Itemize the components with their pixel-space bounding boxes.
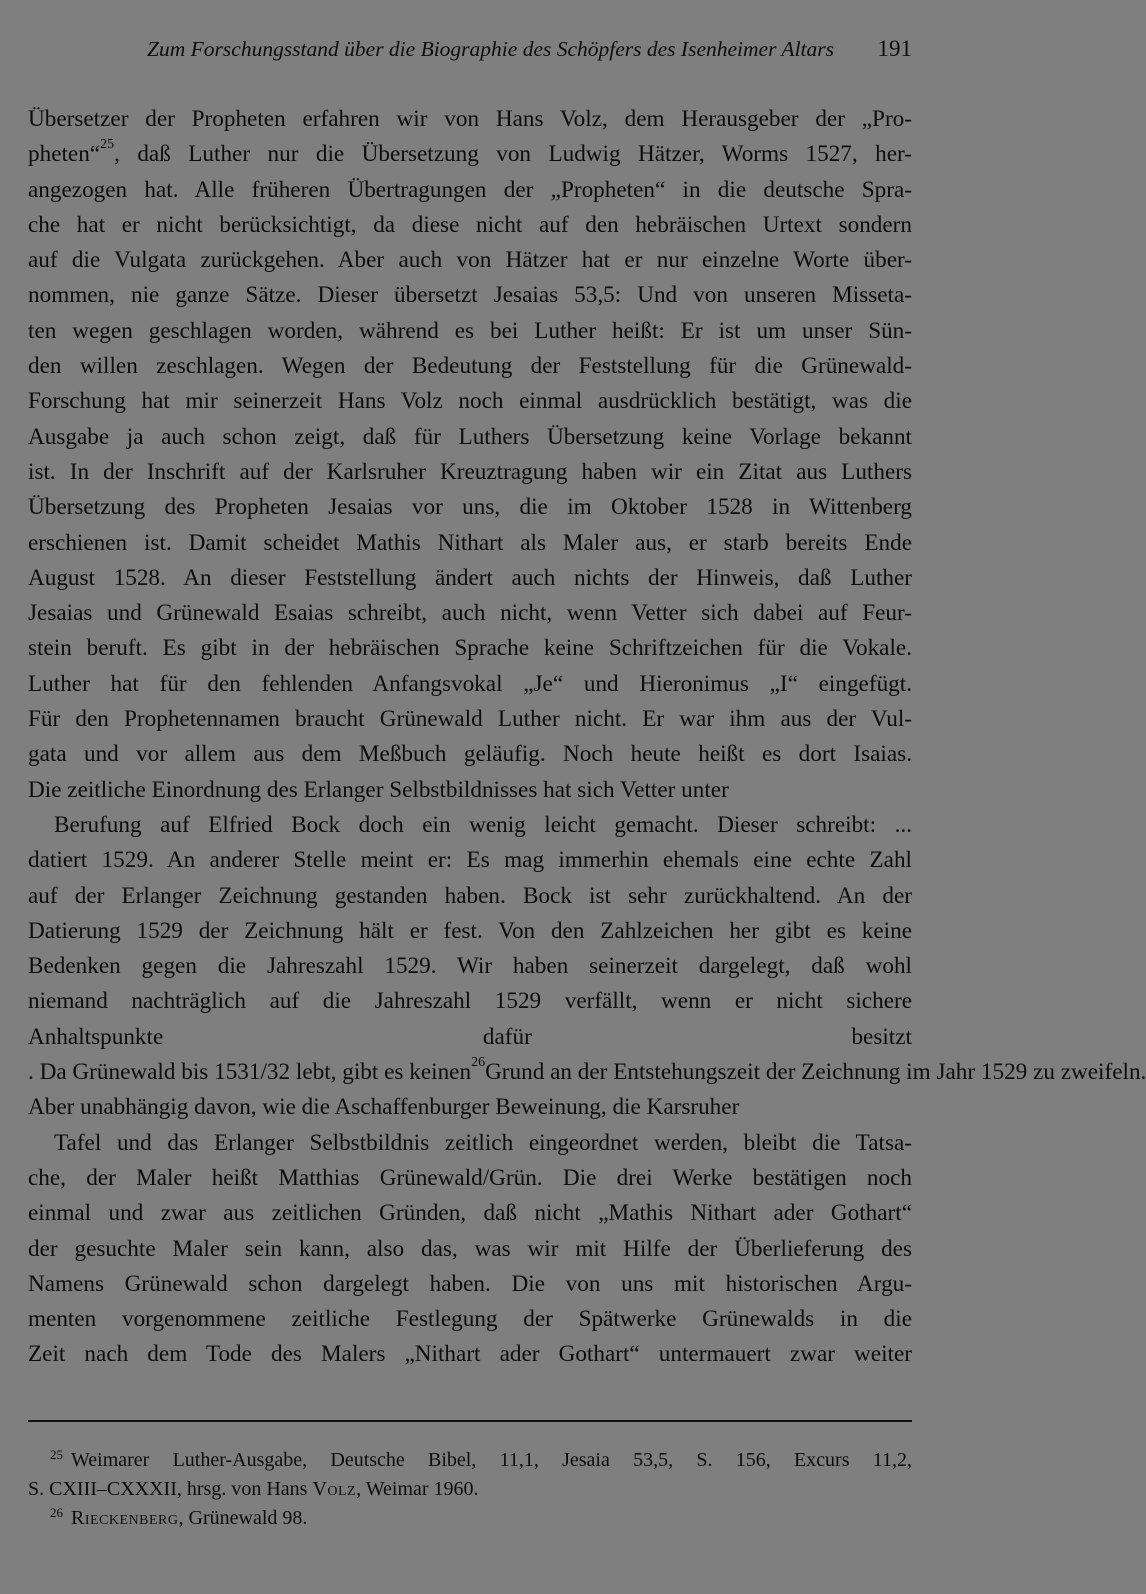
author-name: Volz bbox=[312, 1478, 357, 1500]
footnote-26 bbox=[28, 1504, 912, 1533]
text-line: che, der Maler heißt Matthias Grünewald/Grün. Die drei Werke bestätigen noch bbox=[28, 1164, 912, 1191]
text-line: Bedenken gegen die Jahreszahl 1529. Wir haben seinerzeit dargelegt, daß wohl bbox=[28, 953, 912, 980]
text-line: Übersetzer der Propheten erfahren wir von Hans Volz, dem Herausgeber der „Pro- bbox=[28, 106, 912, 132]
paragraph-start: Tafel und das Erlanger Selbstbildnis zeitlich eingeordnet werden, bleibt die Tatsa- bbox=[54, 1129, 912, 1156]
text-line: ten wegen geschlagen worden, während es bei Luther heißt: Er ist um unser Sün- bbox=[28, 317, 912, 344]
text-line: Luther hat für den fehlenden Anfangsvokal „Je“ und Hieronimus „I“ eingefügt. bbox=[28, 670, 912, 697]
text-line: der gesuchte Maler sein kann, also das, was wir mit Hilfe der Überlieferung des bbox=[28, 1235, 912, 1262]
footnote-divider bbox=[28, 1420, 912, 1422]
text-line: auf die Vulgata zurückgehen. Aber auch von Hätzer hat er nur einzelne Worte über- bbox=[28, 247, 912, 274]
text-line: einmal und zwar aus zeitlichen Gründen, daß nicht „Mathis Nithart ader Gothart“ bbox=[28, 1200, 912, 1227]
footnote-mark: 26 bbox=[50, 1505, 63, 1520]
running-header bbox=[28, 32, 912, 66]
footnote-text: Weimarer Luther-Ausgabe, Deutsche Bibel, 11,1, Jesaia 53,5, S. 156, Excurs 11,2, bbox=[71, 1449, 912, 1471]
text-line bbox=[28, 1373, 912, 1408]
text-line: auf der Erlanger Zeichnung gestanden haben. Bock ist sehr zurückhaltend. An der bbox=[28, 882, 912, 909]
text-line: Für den Prophetennamen braucht Grünewald Luther nicht. Er war ihm aus der Vul- bbox=[28, 706, 912, 733]
text-line: stein beruft. Es gibt in der hebräischen Sprache keine Schriftzeichen für die Vokale. bbox=[28, 635, 912, 662]
text-line: Namens Grünewald schon dargelegt haben. Die von uns mit historischen Argu- bbox=[28, 1270, 912, 1297]
text-line: gata und vor allem aus dem Meßbuch geläufig. Noch heute heißt es dort Isaias. bbox=[28, 741, 912, 768]
text-line: che hat er nicht berücksichtigt, da diese nicht auf den hebräischen Urtext sondern bbox=[28, 211, 912, 238]
page-number: 191 bbox=[877, 36, 912, 61]
author-name: Rieckenberg bbox=[71, 1507, 179, 1529]
text-line: niemand nachträglich auf die Jahreszahl 1529 verfällt, wenn er nicht sichere bbox=[28, 988, 912, 1015]
text-line: Anhaltspunkte dafür besitzt bbox=[28, 1023, 912, 1050]
text-line: Jesaias und Grünewald Esaias schreibt, auch nicht, wenn Vetter sich dabei auf Feur- bbox=[28, 600, 912, 627]
text-line: erschienen ist. Damit scheidet Mathis Nithart als Maler aus, er starb bereits Ende bbox=[28, 529, 912, 556]
footnote-mark: 25 bbox=[50, 1447, 63, 1462]
text-line: Ausgabe ja auch schon zeigt, daß für Luthers Übersetzung keine Vorlage bekannt bbox=[28, 423, 912, 450]
footnotes bbox=[28, 1446, 912, 1533]
text-line: Die zeitliche Einordnung des Erlanger Selbstbildnisses hat sich Vetter unter bbox=[28, 776, 729, 803]
text-line: Datierung 1529 der Zeichnung hält er fest. Von den Zahlzeichen her gibt es keine bbox=[28, 917, 912, 944]
text-line: Aber unabhängig davon, wie die Aschaffenburger Beweinung, die Karsruher bbox=[28, 1094, 740, 1121]
paragraph-start: Berufung auf Elfried Bock doch ein wenig leicht gemacht. Dieser schreibt: ... bbox=[54, 811, 912, 838]
text-line: nommen, nie ganze Sätze. Dieser übersetzt Jesaias 53,5: Und von unseren Misseta- bbox=[28, 282, 912, 309]
footnote-25-cont: S. CXIII–CXXXII, hrsg. von Hans Volz, Weimar 1960. bbox=[28, 1478, 479, 1500]
text-line: . Da Grünewald bis 1531/32 lebt, gibt es keinen$^{26}$Grund an der Entstehungszeit der Zeichnung im Jahr 1529 zu zweifeln. bbox=[28, 1055, 1146, 1086]
text-line: pheten“$^{25}$, daß Luther nur die Übersetzung von Ludwig Hätzer, Worms 1527, her- bbox=[28, 137, 912, 168]
footnote-25 bbox=[28, 1446, 912, 1475]
footnote-ref-25: 25 bbox=[100, 137, 115, 153]
running-title: Zum Forschungsstand über die Biographie des Schöpfers des Isenheimer Altars bbox=[147, 37, 834, 61]
text-line: den willen zeschlagen. Wegen der Bedeutung der Feststellung für die Grünewald- bbox=[28, 353, 912, 380]
text-line: angezogen hat. Alle früheren Übertragungen der „Propheten“ in die deutsche Spra- bbox=[28, 176, 912, 203]
text-line: Zeit nach dem Tode des Malers „Nithart ader Gothart“ untermauert zwar weiter bbox=[28, 1341, 912, 1368]
footnote-text: , Grünewald 98. bbox=[178, 1507, 308, 1529]
text-line: datiert 1529. An anderer Stelle meint er: Es mag immerhin ehemals eine echte Zahl bbox=[28, 847, 912, 874]
text-line: menten vorgenommene zeitliche Festlegung der Spätwerke Grünewalds in die bbox=[28, 1306, 912, 1333]
body-text bbox=[28, 102, 1146, 1408]
text-line: Übersetzung des Propheten Jesaias vor uns, die im Oktober 1528 in Wittenberg bbox=[28, 494, 912, 521]
text-line: ist. In der Inschrift auf der Karlsruher Kreuztragung haben wir ein Zitat aus Luthers bbox=[28, 458, 912, 485]
text-line: Forschung hat mir seinerzeit Hans Volz noch einmal ausdrücklich bestätigt, was die bbox=[28, 388, 912, 415]
footnote-ref-26: 26 bbox=[471, 1055, 486, 1071]
text-line: August 1528. An dieser Feststellung ändert auch nichts der Hinweis, daß Luther bbox=[28, 564, 912, 591]
